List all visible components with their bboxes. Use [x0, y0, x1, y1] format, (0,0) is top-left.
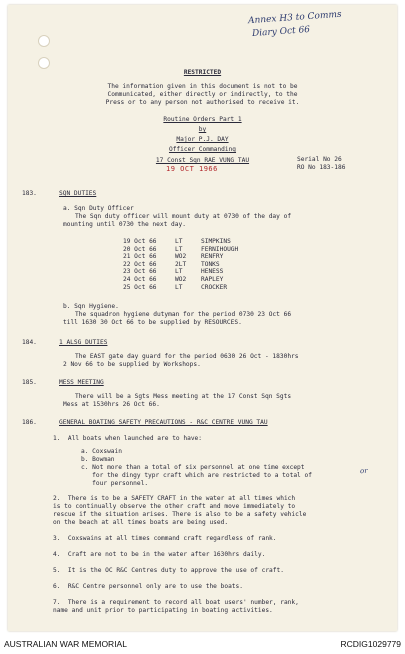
officer-name: Major P.J. DAY: [176, 136, 229, 143]
caveat-line: Communicated, either directly or indirectly, to the: [107, 91, 298, 98]
subsection-text: The squadron hygiene dutyman for the period 0730 23 Oct 66: [75, 311, 292, 318]
paragraph-7: name and unit prior to participating in boating activities.: [53, 607, 273, 614]
subsection-title: b. Sqn Hygiene.: [63, 303, 119, 310]
roster-row: 24 Oct 66 WO2 RAPLEY: [123, 276, 224, 283]
item-number: 185.: [22, 379, 37, 386]
footer-record-id: RCDIG1029779: [340, 639, 401, 649]
paragraph-6: 6. R&C Centre personnel only are to use the boats.: [53, 583, 243, 590]
roster-row: 19 Oct 66 LT SIMPKINS: [123, 238, 231, 245]
subsection-text: till 1630 30 Oct 66 to be supplied by RESOURCES.: [63, 319, 242, 326]
paragraph-2: is to continually observe the other craft and move immediately to: [53, 503, 296, 510]
item-text: 2 Nov 66 to be supplied by Workshops.: [63, 361, 201, 368]
date-stamp: 19 OCT 1966: [166, 165, 218, 173]
item-heading: GENERAL BOATING SAFETY PRECAUTIONS - R&C CENTRE VUNG TAU: [59, 419, 268, 426]
archive-footer: [0, 634, 405, 654]
list-item: a. Coxswain: [81, 448, 122, 455]
subsection-title: a. Sqn Duty Officer: [63, 205, 134, 212]
paragraph-2: on the beach at all times boats are being used.: [53, 519, 229, 526]
paragraph-1: 1. All boats when launched are to have:: [53, 435, 203, 442]
paragraph-2: rescue if the situation arises. There is also to be a safety vehicle: [53, 511, 307, 518]
item-heading: 1 ALSG DUTIES: [59, 339, 108, 346]
roster-row: 23 Oct 66 LT HENESS: [123, 268, 224, 276]
handwritten-margin-note: or: [359, 466, 368, 476]
serial-number: Serial No 26: [297, 156, 342, 163]
item-number: 184.: [22, 339, 37, 346]
item-text: Mess at 1530hrs 26 Oct 66.: [63, 401, 160, 408]
document-page: [8, 5, 397, 631]
handwritten-annotation-line1: Annex H3 to Comms: [247, 9, 342, 27]
caveat-line: Press or to any person not authorised to receive it.: [105, 99, 300, 106]
list-item: four personnel.: [81, 480, 149, 487]
list-item: for the dingy typr craft which are restricted to a total of: [81, 472, 312, 479]
item-heading: MESS MEETING: [59, 379, 104, 386]
unit-name: 17 Const Sqn RAE VUNG TAU: [155, 157, 250, 164]
orders-by: by: [198, 126, 207, 133]
list-item: c. Not more than a total of six personnel at one time except: [81, 464, 305, 471]
paragraph-5: 5. It is the OC R&C Centres duty to approve the use of craft.: [53, 567, 284, 574]
punch-hole: [38, 57, 50, 69]
paragraph-3: 3. Coxswains at all times command craft regardless of rank.: [53, 535, 277, 542]
punch-hole: [38, 35, 50, 47]
paragraph-2: 2. There is to be a SAFETY CRAFT in the water at all times which: [53, 495, 296, 502]
item-number: 183.: [22, 190, 37, 197]
roster-row: 22 Oct 66 2LT TONKS: [123, 260, 220, 268]
item-text: There will be a Sgts Mess meeting at the 17 Const Sqn Sgts: [75, 393, 292, 400]
handwritten-annotation-line2: Diary Oct 66: [251, 24, 311, 40]
item-heading: SQN DUTIES: [59, 190, 97, 197]
footer-source: AUSTRALIAN WAR MEMORIAL: [4, 639, 127, 649]
caveat-line: The information given in this document is not to be: [107, 83, 298, 90]
orders-title: Routine Orders Part 1: [163, 116, 242, 123]
item-text: The EAST gate day guard for the period 0630 26 Oct - 1830hrs: [75, 353, 299, 360]
officer-role: Officer Commanding: [168, 146, 237, 153]
item-number: 186.: [22, 419, 37, 426]
roster-row: 20 Oct 66 LT FERNIHOUGH: [123, 245, 239, 253]
paragraph-7: 7. There is a requirement to record all boat users' number, rank,: [53, 599, 299, 606]
subsection-text: mounting until 0730 the next day.: [63, 221, 186, 228]
classification-heading: RESTRICTED: [183, 69, 222, 76]
roster-row: 21 Oct 66 WO2 RENFRY: [123, 253, 224, 261]
roster-row: 25 Oct 66 LT CROCKER: [123, 283, 228, 291]
subsection-text: The Sqn duty officer will mount duty at 0730 of the day of: [75, 213, 292, 220]
ro-number: RO No 183-186: [297, 164, 346, 171]
list-item: b. Bowman: [81, 456, 115, 463]
paragraph-4: 4. Craft are not to be in the water after 1630hrs daily.: [53, 551, 266, 558]
